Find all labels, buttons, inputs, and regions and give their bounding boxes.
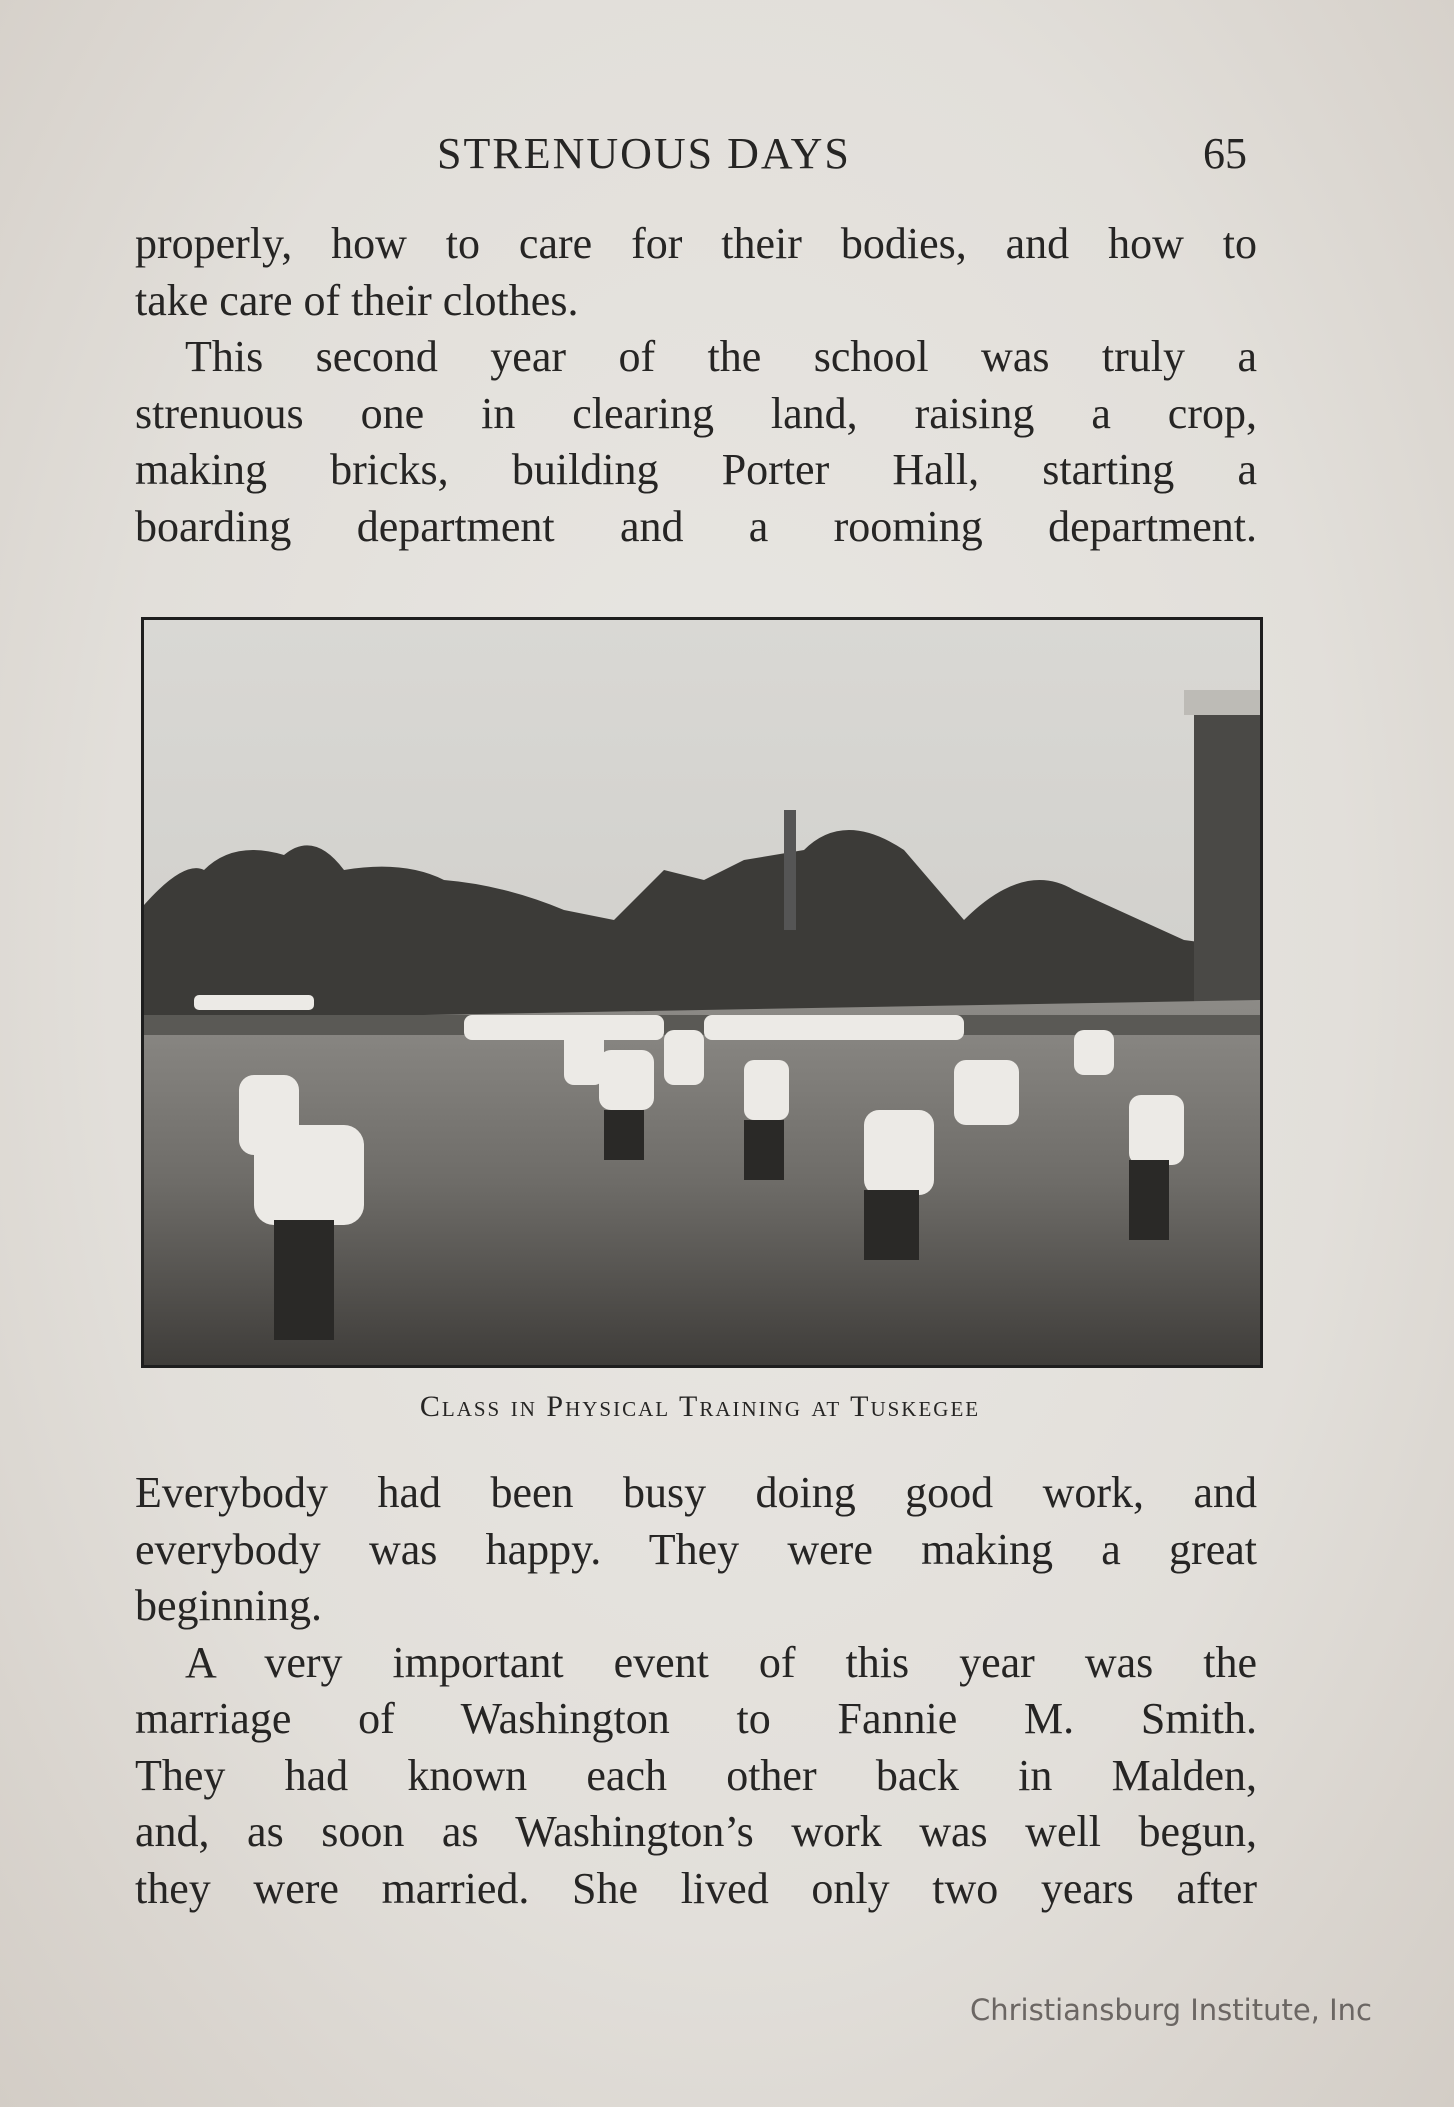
watermark: Christiansburg Institute, Inc <box>970 1993 1372 2027</box>
text-line: marriage of Washington to Fannie M. Smith. <box>135 1694 1257 1743</box>
text-line: This second year of the school was truly a <box>185 332 1257 381</box>
bottom-paragraphs <box>135 1465 1257 1917</box>
text-line: strenuous one in clearing land, raising a crop, <box>135 388 1257 438</box>
text-line: boarding department and a rooming department. <box>135 501 1257 551</box>
text-line: and, as soon as Washington’s work was well begun, <box>135 1807 1257 1856</box>
running-title: STRENUOUS DAYS <box>437 129 851 178</box>
photo-illustration <box>144 620 1260 1365</box>
top-paragraphs <box>135 216 1257 555</box>
text-line: properly, how to care for their bodies, and how to <box>135 219 1257 268</box>
text-line: they were married. She lived only two years after <box>135 1863 1257 1913</box>
text-line: A very important event of this year was the <box>185 1637 1257 1687</box>
page-number: 65 <box>1203 129 1247 178</box>
text-line: making bricks, building Porter Hall, starting a <box>135 445 1257 494</box>
text-line: They had known each other back in Malden, <box>135 1750 1257 1800</box>
text-line: beginning. <box>135 1581 322 1630</box>
text-line: Everybody had been busy doing good work, and <box>135 1468 1257 1517</box>
figure-caption: Class in Physical Training at Tuskegee <box>419 1390 981 1423</box>
text-line: take care of their clothes. <box>135 275 579 325</box>
photograph <box>141 617 1263 1368</box>
text-line: everybody was happy. They were making a great <box>135 1524 1257 1574</box>
